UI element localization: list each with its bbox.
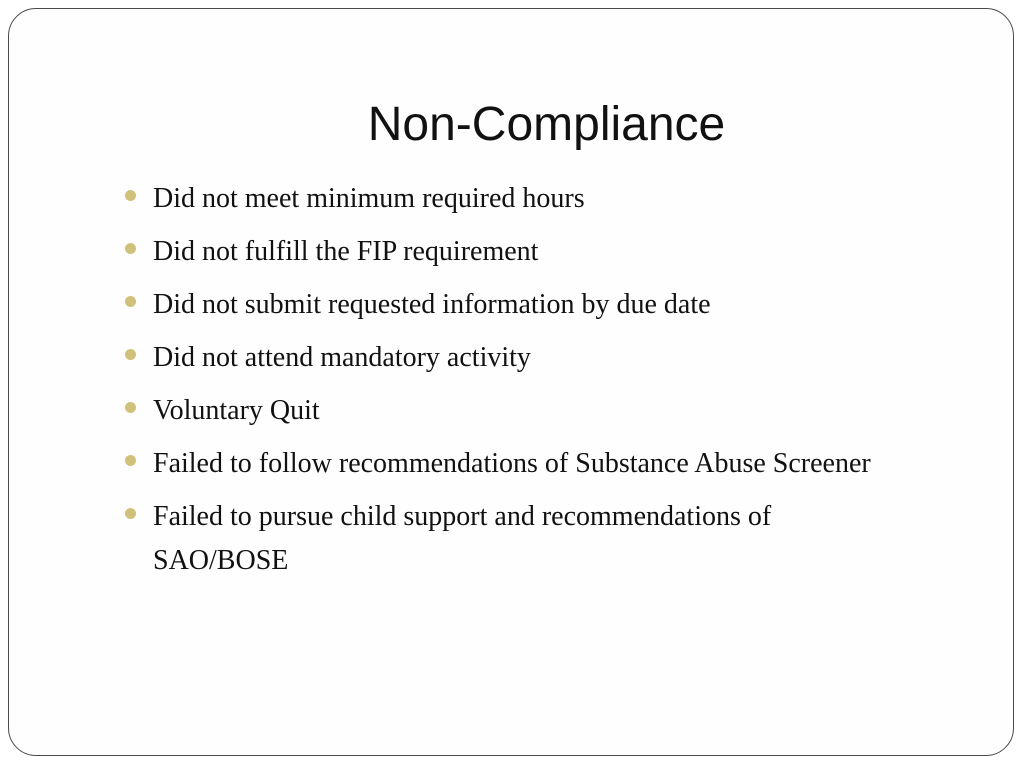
bullet-list	[121, 177, 911, 592]
bullet-dot-icon	[125, 508, 136, 519]
bullet-dot-icon	[125, 402, 136, 413]
bullet-dot-icon	[125, 455, 136, 466]
list-item	[121, 389, 911, 433]
slide-frame	[8, 8, 1014, 756]
list-item	[121, 283, 911, 327]
list-item-text: Did not submit requested information by due date	[153, 289, 711, 320]
bullet-dot-icon	[125, 349, 136, 360]
list-item-text: Failed to follow recommendations of Substance Abuse Screener	[153, 448, 871, 479]
list-item-text: Did not fulfill the FIP requirement	[153, 236, 539, 267]
slide-title: Non-Compliance	[367, 98, 726, 151]
list-item	[121, 230, 911, 274]
bullet-dot-icon	[125, 296, 136, 307]
list-item	[121, 336, 911, 380]
list-item	[121, 177, 911, 221]
list-item	[121, 495, 911, 583]
list-item-text: Did not meet minimum required hours	[153, 183, 585, 214]
list-item-text: Failed to pursue child support and recommendations of SAO/BOSE	[153, 501, 772, 576]
bullet-dot-icon	[125, 190, 136, 201]
list-item-text: Voluntary Quit	[153, 395, 320, 426]
list-item-text: Did not attend mandatory activity	[153, 342, 531, 373]
bullet-dot-icon	[125, 243, 136, 254]
list-item	[121, 442, 911, 486]
